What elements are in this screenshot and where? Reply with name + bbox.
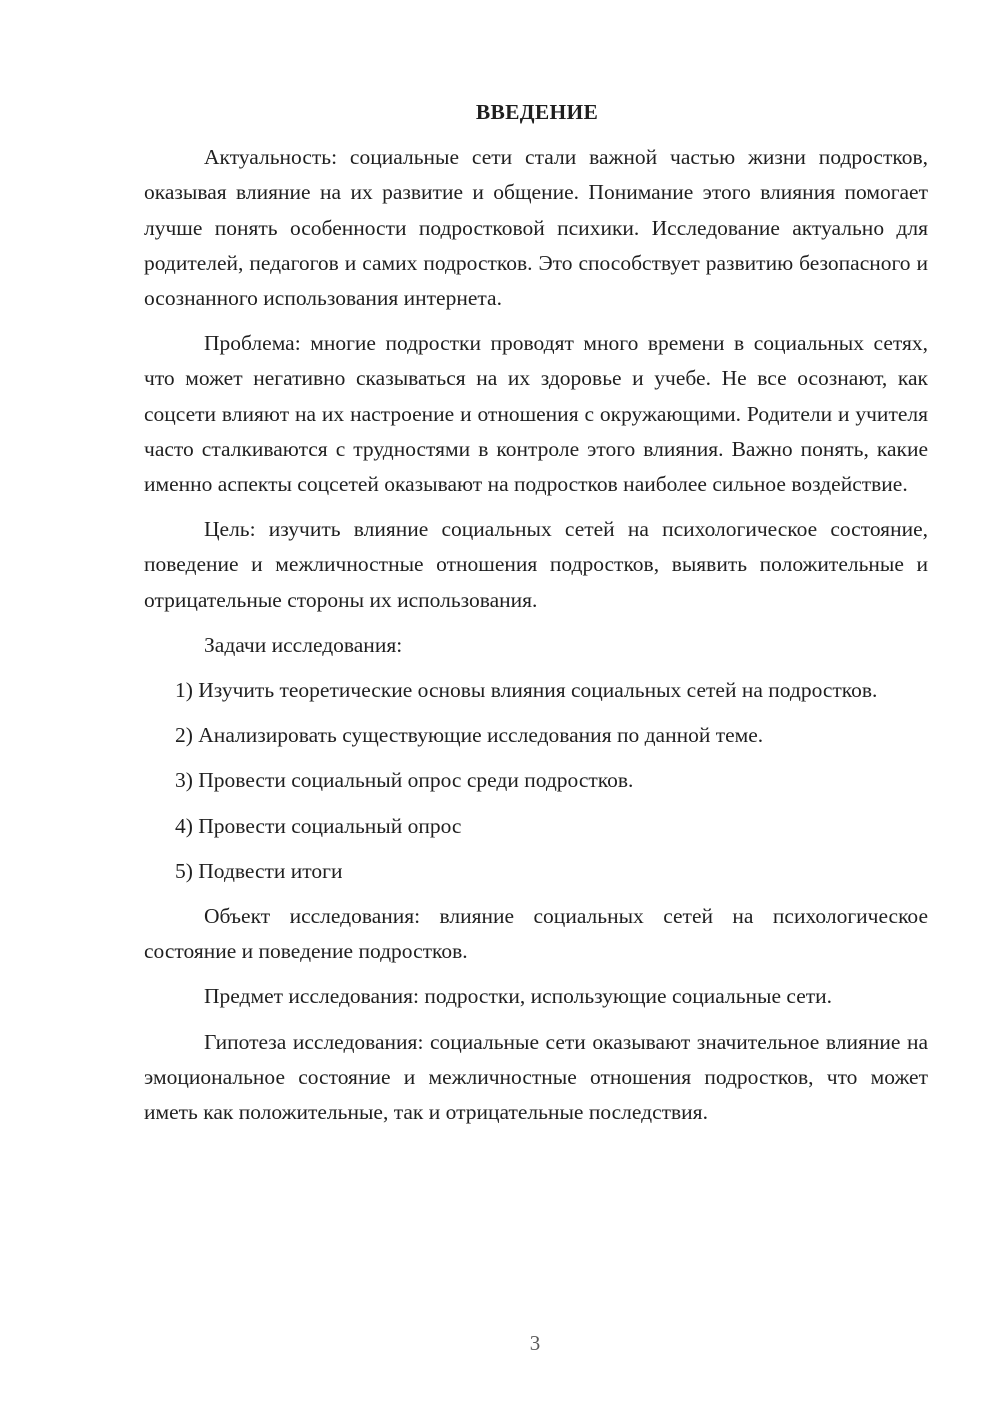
task-item: 2) Анализировать существующие исследования по данной теме. — [175, 723, 764, 748]
document-body — [144, 95, 928, 1140]
tasks-heading: Задачи исследования: — [204, 632, 403, 657]
page-number: 3 — [529, 1331, 541, 1355]
task-item: 4) Провести социальный опрос — [175, 813, 462, 838]
object-paragraph: Объект исследования: влияние социальных сетей на психологическое состояние и поведение подростков. — [144, 904, 928, 964]
hypothesis-paragraph: Гипотеза исследования: социальные сети оказывают значительное влияние на эмоциональное состояние и межличностные отношения подростков, что может иметь как положительные, так и отрицательные последствия. — [144, 1029, 928, 1125]
problem-paragraph: Проблема: многие подростки проводят много времени в социальных сетях, что может негативно сказываться на их здоровье и учебе. Не все осознают, как соцсети влияют на их настроение и отношения с окружающими. Родители и учителя часто сталкиваются с трудностями в контроле этого влияния. Важно понять, какие именно аспекты соцсетей оказывают на подростков наиболее сильное воздействие. — [144, 331, 928, 497]
tasks-list — [144, 673, 928, 889]
task-item: 1) Изучить теоретические основы влияния социальных сетей на подростков. — [175, 678, 878, 703]
task-item: 3) Провести социальный опрос среди подростков. — [175, 768, 634, 793]
section-heading: ВВЕДЕНИЕ — [475, 100, 599, 124]
task-item: 5) Подвести итоги — [175, 858, 343, 883]
goal-paragraph: Цель: изучить влияние социальных сетей на психологическое состояние, поведение и межличностные отношения подростков, выявить положительные и отрицательные стороны их использования. — [144, 517, 928, 612]
relevance-paragraph: Актуальность: социальные сети стали важной частью жизни подростков, оказывая влияние на их развитие и общение. Понимание этого влияния помогает лучше понять особенности подростковой психики. Исследование актуально для родителей, педагогов и самих подростков. Это способствует развитию безопасного и осознанного использования интернета. — [144, 145, 928, 311]
subject-paragraph: Предмет исследования: подростки, использующие социальные сети. — [204, 984, 833, 1009]
